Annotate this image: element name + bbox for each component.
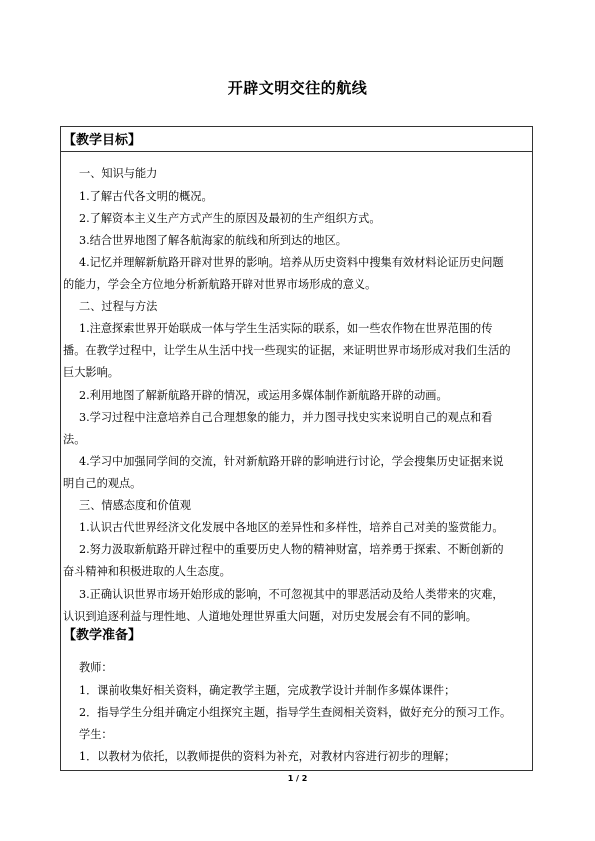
goal-line: 奋斗精神和积极进取的人生态度。 — [63, 565, 231, 578]
goal-line: 1.了解古代各文明的概况。 — [79, 190, 213, 203]
goal-line: 认识到追逐利益与理性地、人道地处理世界重大问题，对历史发展会有不同的影响。 — [63, 610, 477, 623]
goal-line: 1.认识古代世界经济文化发展中各地区的差异性和多样性，培养自己对美的鉴赏能力。 — [79, 521, 504, 534]
goal-line: 2.利用地图了解新航路开辟的情况，或运用多媒体制作新航路开辟的动画。 — [79, 389, 448, 402]
prep-line: 2．指导学生分组并确定小组探究主题，指导学生查阅相关资料，做好充分的预习工作。 — [79, 706, 512, 719]
goal-line: 的能力，学会全方位地分析新航路开辟对世界市场形成的意义。 — [63, 278, 377, 291]
goal-line: 3.结合世界地图了解各航海家的航线和所到达的地区。 — [79, 234, 347, 247]
goal-line: 法。 — [63, 433, 86, 446]
goal-line: 二、过程与方法 — [79, 300, 158, 313]
goal-line: 巨大影响。 — [63, 366, 119, 379]
goal-line: 4.记忆并理解新航路开辟对世界的影响。培养从历史资料中搜集有效材料论证历史问题 — [79, 256, 504, 269]
goal-line: 三、情感态度和价值观 — [79, 499, 191, 512]
goal-line: 播。在教学过程中，让学生从生活中找一些现实的证据，来证明世界市场形成对我们生活的 — [63, 344, 511, 357]
prep-line: 教师： — [79, 661, 113, 674]
goal-line: 4.学习中加强同学间的交流，针对新航路开辟的影响进行讨论，学会搜集历史证据来说 — [79, 455, 504, 468]
goal-line: 2.了解资本主义生产方式产生的原因及最初的生产组织方式。 — [79, 212, 381, 225]
page-number: 1 / 2 — [287, 774, 308, 783]
goal-line: 一、知识与能力 — [79, 167, 158, 180]
prep-line: 学生： — [79, 728, 113, 741]
goal-line: 1.注意探索世界开始联成一体与学生生活实际的联系，如一些农作物在世界范围的传 — [79, 322, 493, 335]
prep-line: 1．课前收集好相关资料，确定教学主题，完成教学设计并制作多媒体课件； — [79, 684, 456, 697]
goal-line: 3.学习过程中注意培养自己合理想象的能力，并力图寻找史实来说明自己的观点和看 — [79, 411, 493, 424]
section-heading-goals: 【教学目标】 — [63, 133, 142, 148]
table-divider — [60, 151, 533, 152]
document-title: 开辟文明交往的航线 — [227, 79, 368, 97]
goal-line: 3.正确认识世界市场开始形成的影响，不可忽视其中的罪恶活动及给人类带来的灾难， — [79, 588, 504, 601]
prep-line: 1．以教材为依托，以教师提供的资料为补充，对教材内容进行初步的理解； — [79, 750, 456, 763]
section-heading-prep: 【教学准备】 — [63, 628, 142, 643]
goal-line: 明自己的观点。 — [63, 477, 142, 490]
goal-line: 2.努力汲取新航路开辟过程中的重要历史人物的精神财富，培养勇于探索、不断创新的 — [79, 543, 504, 556]
